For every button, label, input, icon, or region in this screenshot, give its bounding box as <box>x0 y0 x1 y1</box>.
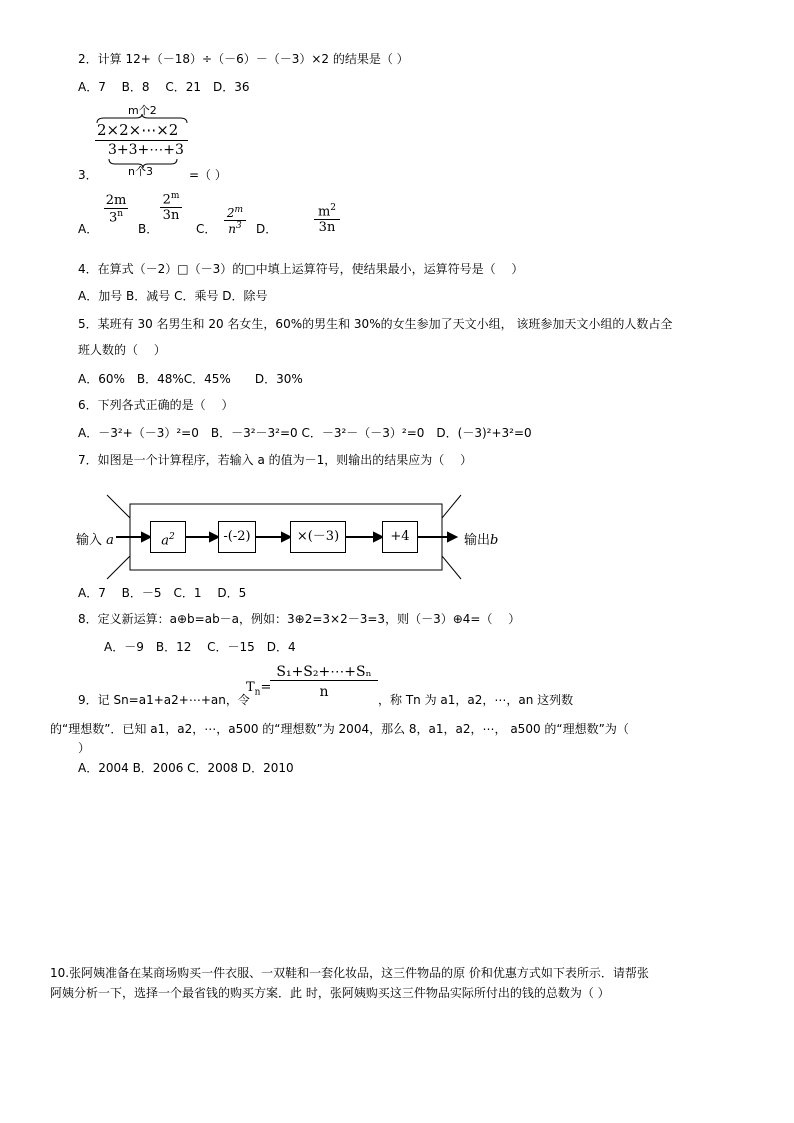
q3-option-c-label: C． <box>196 222 217 236</box>
q3-numerator: 2×2×⋯×2 <box>97 121 179 139</box>
q4-options: A．加号 B．减号 C．乘号 D．除号 <box>78 289 268 303</box>
q3-option-d-label: D． <box>256 222 278 236</box>
q10-line1: 10.张阿姨准备在某商场购买一件衣服、一双鞋和一套化妆品，这三件物品的原 价和优惠方式如下表所示．请帮张 <box>50 966 649 980</box>
q3-denominator: 3+3+⋯+3 <box>108 142 184 158</box>
q9-stem-end: ，称 Tn 为 a1，a2，⋯，an 这列数 <box>378 693 574 707</box>
q3-bottom-brace-label: n个3 <box>128 165 153 178</box>
q4-stem: 4．在算式（－2）□（－3）的□中填上运算符号，使结果最小，运算符号是（ ） <box>78 262 524 276</box>
q10-line2: 阿姨分析一下，选择一个最省钱的购买方案．此 时，张阿姨购买这三件物品实际所付出的钱的总数为（ ） <box>50 986 610 1000</box>
q2-stem: 2．计算 12+（－18）÷（－6）－（－3）×2 的结果是（ ） <box>78 52 409 66</box>
q7-box-add: +4 <box>382 521 418 553</box>
q3-number: 3． <box>78 168 98 182</box>
q3-option-a-fraction: 2m 3$^n$ <box>105 193 127 226</box>
q2-options: A．7 B．8 C．21 D．36 <box>78 80 250 94</box>
q9-stem-start: 9．记 Sn=a1+a2+⋯+an，令 <box>78 693 250 707</box>
q6-options: A．－3²+（－3）²=0 B．－3²－3²=0 C．－3²－（－3）²=0 D．(－3)²+3²=0 <box>78 426 532 440</box>
q7-options: A．7 B．－5 C．1 D．5 <box>78 586 247 600</box>
q5-options: A．60% B．48%C．45% D．30% <box>78 372 303 386</box>
q7-box-subtract: -(-2) <box>218 521 256 553</box>
q9-options: A．2004 B．2006 C．2008 D．2010 <box>78 761 294 775</box>
q9-line3: ） <box>78 741 91 755</box>
q3-option-a-label: A． <box>78 222 99 236</box>
q8-stem: 8．定义新运算：a⊕b=ab－a，例如：3⊕2=3×2－3=3，则（－3）⊕4=（ ） <box>78 612 521 626</box>
q9-fraction: S₁+S₂+⋯+Sₙ n <box>270 664 378 700</box>
q7-input-label: 输入 a <box>76 533 114 548</box>
q5-stem-line1: 5．某班有 30 名男生和 20 名女生，60%的男生和 30%的女生参加了天文小组， 该班参加天文小组的人数占全 <box>78 317 673 331</box>
q7-box-multiply: ×(－3) <box>290 521 346 553</box>
q3-equals: =（ ） <box>189 168 227 182</box>
q6-stem: 6．下列各式正确的是（ ） <box>78 398 234 412</box>
q3-option-d-fraction: $m^2$ 3n <box>314 203 340 235</box>
q3-option-b-label: B． <box>138 222 159 236</box>
q9-line2: 的“理想数”．已知 a1，a2，⋯，a500 的“理想数”为 2004，那么 8，a1，a2，⋯， a500 的“理想数”为（ <box>50 722 629 736</box>
q3-fraction-bar <box>95 140 188 141</box>
q7-box-square: $a^2$ <box>150 521 186 553</box>
q9-T-symbol: $T_n=$ <box>246 680 272 698</box>
q3-option-b-fraction: 2$^m$ 3n <box>160 191 182 223</box>
q7-output-label: 输出b <box>464 533 499 548</box>
q3-option-c-fraction: 2$^m$ $n^3$ <box>224 205 246 236</box>
q7-stem: 7．如图是一个计算程序，若输入 a 的值为－1，则输出的结果应为（ ） <box>78 453 473 467</box>
q3-top-brace-label: m个2 <box>128 104 157 117</box>
q8-options: A．－9 B．12 C．－15 D．4 <box>104 640 296 654</box>
q5-stem-line2: 班人数的（ ） <box>78 343 166 357</box>
